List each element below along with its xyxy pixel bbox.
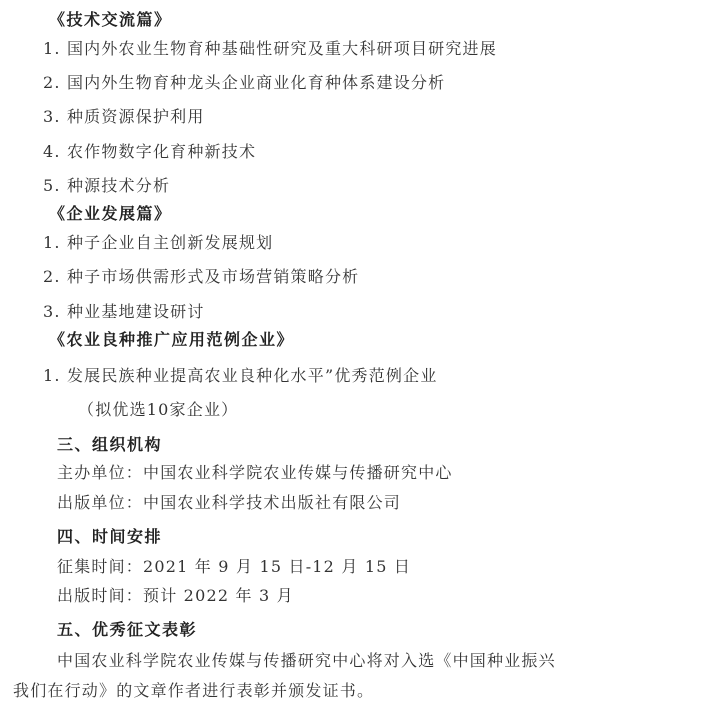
enterprise-item-2: 2. 种子市场供需形式及市场营销策略分析 [43,267,360,286]
tech-item-5: 5. 种源技术分析 [43,176,171,195]
tech-item-3: 3. 种质资源保护利用 [43,107,205,126]
schedule-publish: 出版时间：预计 2022 年 3 月 [57,586,294,605]
schedule-collect: 征集时间：2021 年 9 月 15 日-12 月 15 日 [57,557,412,576]
tech-item-1: 1. 国内外农业生物育种基础性研究及重大科研项目研究进展 [43,39,497,58]
model-note: （拟优选10家企业） [78,400,239,419]
tech-item-2: 2. 国内外生物育种龙头企业商业化育种体系建设分析 [43,73,446,92]
section-heading-tech: 《技术交流篇》 [49,10,172,29]
section-heading-model: 《农业良种推广应用范例企业》 [49,330,295,349]
org-publisher: 出版单位：中国农业科学技术出版社有限公司 [57,493,402,512]
section-heading-org: 三、组织机构 [57,435,163,454]
org-host: 主办单位：中国农业科学院农业传媒与传播研究中心 [57,463,453,482]
tech-item-4: 4. 农作物数字化育种新技术 [43,142,257,161]
section-heading-enterprise: 《企业发展篇》 [49,204,172,223]
section-heading-award: 五、优秀征文表彰 [57,620,198,639]
model-item-1: 1. 发展民族种业提高农业良种化水平”优秀范例企业 [43,366,438,385]
section-heading-schedule: 四、时间安排 [57,527,163,546]
enterprise-item-1: 1. 种子企业自主创新发展规划 [43,233,274,252]
enterprise-item-3: 3. 种业基地建设研讨 [43,302,205,321]
award-body-line-1: 中国农业科学院农业传媒与传播研究中心将对入选《中国种业振兴 [57,651,556,670]
award-body-line-2: 我们在行动》的文章作者进行表彰并颁发证书。 [13,681,375,700]
